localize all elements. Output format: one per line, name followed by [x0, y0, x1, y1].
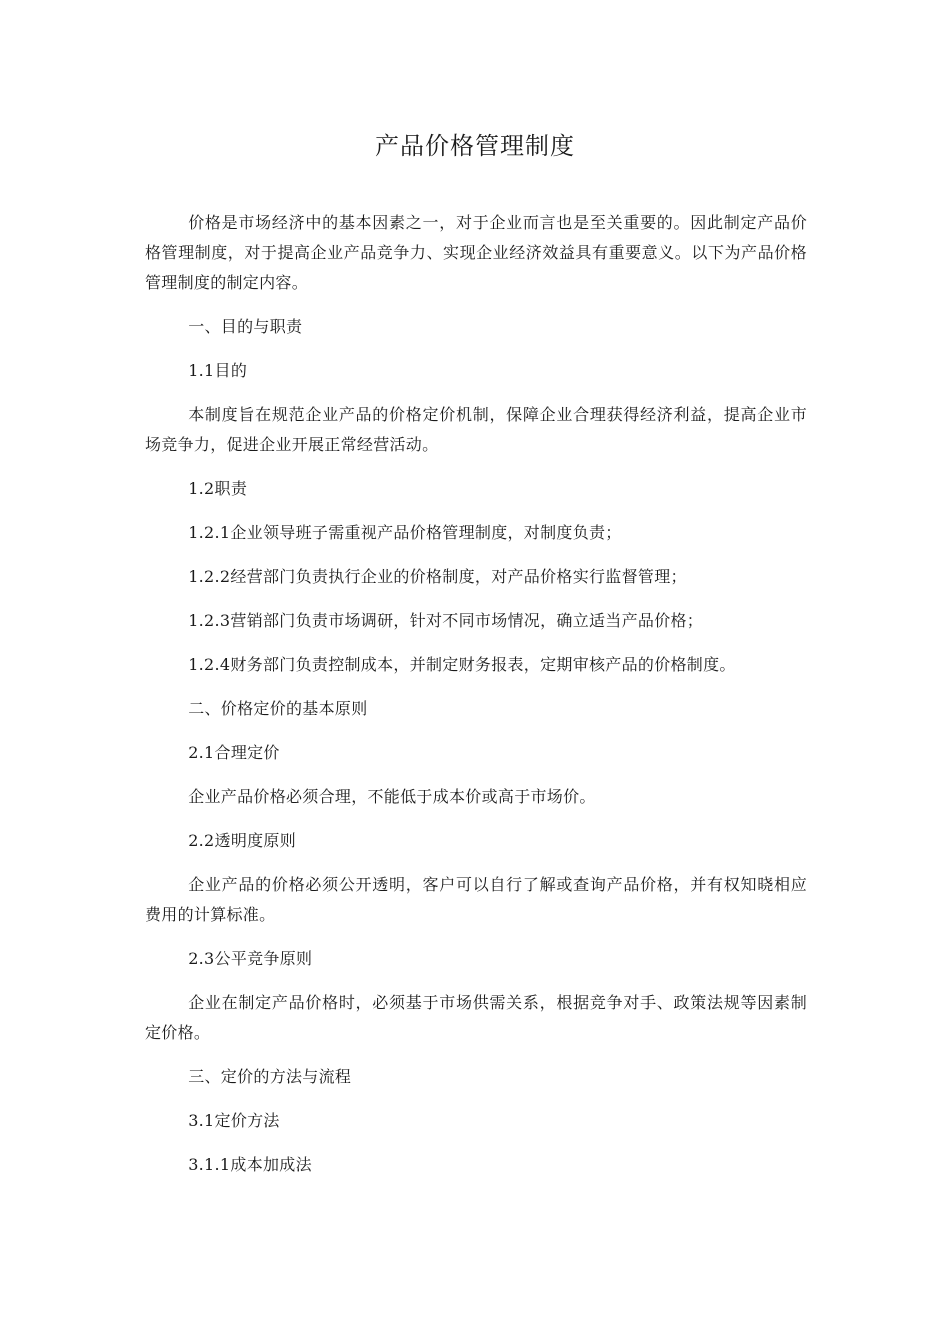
paragraph-2-1: 企业产品价格必须合理，不能低于成本价或高于市场价。 [188, 787, 596, 806]
heading-3-1-1: 3.1.1成本加成法 [188, 1155, 312, 1174]
item-1-2-2: 1.2.2经营部门负责执行企业的价格制度，对产品价格实行监督管理； [188, 567, 687, 586]
heading-section-2: 二、价格定价的基本原则 [188, 699, 368, 718]
heading-1-1: 1.1目的 [188, 361, 248, 380]
document-body [145, 208, 807, 1194]
heading-2-2: 2.2透明度原则 [188, 831, 297, 850]
item-1-2-3: 1.2.3营销部门负责市场调研，针对不同市场情况，确立适当产品价格； [188, 611, 704, 630]
heading-1-2: 1.2职责 [188, 479, 248, 498]
document-title: 产品价格管理制度 [375, 132, 575, 160]
item-1-2-4: 1.2.4财务部门负责控制成本，并制定财务报表，定期审核产品的价格制度。 [188, 655, 736, 674]
heading-2-1: 2.1合理定价 [188, 743, 280, 762]
paragraph-2-3: 企业在制定产品价格时，必须基于市场供需关系，根据竞争对手、政策法规等因素制定价格。 [145, 993, 807, 1042]
paragraph-intro: 价格是市场经济中的基本因素之一，对于企业而言也是至关重要的。因此制定产品价格管理制度，对于提高企业产品竞争力、实现企业经济效益具有重要意义。以下为产品价格管理制度的制定内容。 [145, 213, 807, 292]
heading-section-3: 三、定价的方法与流程 [188, 1067, 352, 1086]
heading-2-3: 2.3公平竞争原则 [188, 949, 313, 968]
paragraph-1-1: 本制度旨在规范企业产品的价格定价机制，保障企业合理获得经济利益，提高企业市场竞争力，促进企业开展正常经营活动。 [145, 405, 807, 454]
heading-section-1: 一、目的与职责 [188, 317, 303, 336]
heading-3-1: 3.1定价方法 [188, 1111, 280, 1130]
paragraph-2-2: 企业产品的价格必须公开透明，客户可以自行了解或查询产品价格，并有权知晓相应费用的计算标准。 [145, 875, 807, 924]
item-1-2-1: 1.2.1企业领导班子需重视产品价格管理制度，对制度负责； [188, 523, 622, 542]
